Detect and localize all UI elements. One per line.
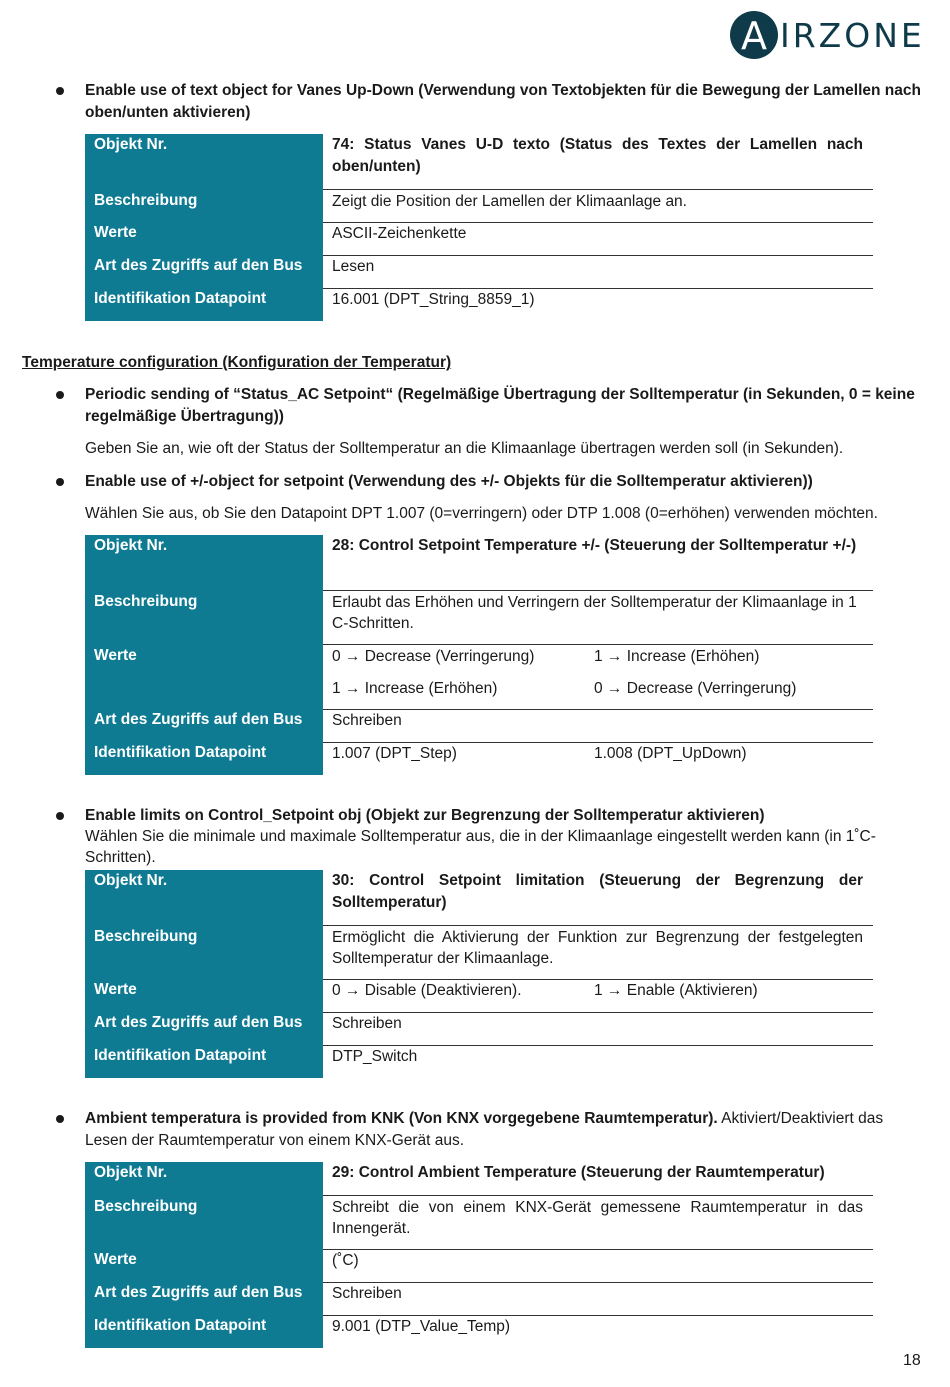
table-row <box>85 1195 873 1249</box>
zugriff-value: Lesen <box>323 255 873 288</box>
section4-text: Wählen Sie die minimale und maximale Solltemperatur aus, die in der Klimaanlage eingestellt werden kann (in 1˚C-Schritten). <box>85 828 876 866</box>
beschreibung-value: Zeigt die Position der Lamellen der Klimaanlage an. <box>323 189 873 222</box>
table-row <box>85 1249 873 1282</box>
zugriff-label: Art des Zugriffs auf den Bus <box>85 1282 323 1315</box>
logo-wordmark: IRZONE <box>780 16 925 55</box>
beschreibung-label: Beschreibung <box>85 925 323 979</box>
section5-bullet <box>85 1108 925 1151</box>
table-row <box>85 222 873 255</box>
section2-bullet: Periodic sending of “Status_AC Setpoint“ (Regelmäßige Übertragung der Solltemperatur (in Sekunden, 0 = keine regelmäßige Übertragung)) <box>85 386 915 425</box>
zugriff-value: Schreiben <box>323 1282 873 1315</box>
temperature-config-heading: Temperature configuration (Konfiguration der Temperatur) <box>22 354 452 371</box>
section5-table <box>85 1162 873 1348</box>
beschreibung-value: Schreibt die von einem KNX-Gerät gemessene Raumtemperatur in das Innengerät. <box>323 1195 873 1249</box>
werte-option: 0 → Disable (Deaktivieren). <box>332 981 522 999</box>
werte-label: Werte <box>85 222 323 255</box>
section3-table <box>85 535 873 775</box>
objekt-value: 28: Control Setpoint Temperature +/- (Steuerung der Solltemperatur +/-) <box>323 535 873 590</box>
table-row <box>85 1282 873 1315</box>
beschreibung-value: Ermöglicht die Aktivierung der Funktion zur Begrenzung der festgelegten Solltemperatur der Klimaanlage. <box>323 925 873 979</box>
datapoint-value <box>323 742 873 775</box>
objekt-value: 74: Status Vanes U-D texto (Status des Textes der Lamellen nach oben/unten) <box>323 134 873 189</box>
datapoint-value: DTP_Switch <box>332 1047 418 1065</box>
werte-option: 0 → Decrease (Verringerung) <box>332 647 535 665</box>
table-row <box>85 644 873 709</box>
werte-label: Werte <box>85 644 323 709</box>
werte-option: 1 → Increase (Erhöhen) <box>332 679 498 697</box>
table-row <box>85 1045 873 1078</box>
table-row <box>85 979 873 1012</box>
table-row <box>85 134 873 189</box>
datapoint-label: Identifikation Datapoint <box>85 288 323 321</box>
datapoint-label: Identifikation Datapoint <box>85 742 323 775</box>
bullet-icon <box>56 391 64 399</box>
bullet-icon <box>56 812 64 820</box>
datapoint-option: 1.008 (DPT_UpDown) <box>594 744 747 762</box>
table-row <box>85 189 873 222</box>
bullet-icon <box>56 1115 64 1123</box>
datapoint-value: 16.001 (DPT_String_8859_1) <box>332 290 535 308</box>
section5-bullet-bold: Ambient temperatura is provided from KNK (Von KNX vorgegebene Raumtemperatur). <box>85 1110 718 1127</box>
table-row <box>85 742 873 775</box>
zugriff-value: Schreiben <box>323 1012 873 1045</box>
section1-table <box>85 134 873 321</box>
datapoint-option: 1.007 (DPT_Step) <box>332 744 457 762</box>
objekt-label: Objekt Nr. <box>85 1162 323 1195</box>
logo-initial: A <box>741 14 767 58</box>
section4-bullet: Enable limits on Control_Setpoint obj (Objekt zur Begrenzung der Solltemperatur aktivieren) <box>85 807 765 824</box>
table-row <box>85 1012 873 1045</box>
werte-option: 1 → Increase (Erhöhen) <box>594 647 760 665</box>
beschreibung-label: Beschreibung <box>85 590 323 644</box>
objekt-value: 30: Control Setpoint limitation (Steuerung der Begrenzung der Solltemperatur) <box>323 870 873 925</box>
werte-value <box>323 979 873 1012</box>
beschreibung-label: Beschreibung <box>85 1195 323 1249</box>
section3-bullet: Enable use of +/-object for setpoint (Verwendung des +/- Objekts für die Solltemperatur aktivieren)) <box>85 473 813 490</box>
objekt-label: Objekt Nr. <box>85 870 323 925</box>
werte-option: 1 → Enable (Aktivieren) <box>594 981 758 999</box>
bullet-icon <box>56 87 64 95</box>
table-row <box>85 288 873 321</box>
airzone-logo <box>730 10 925 60</box>
beschreibung-label: Beschreibung <box>85 189 323 222</box>
section5-bullet-rest: Aktiviert/Deaktiviert das Lesen der Raumtemperatur von einem KNX-Gerät aus. <box>85 1110 884 1149</box>
objekt-label: Objekt Nr. <box>85 535 323 590</box>
datapoint-label: Identifikation Datapoint <box>85 1315 323 1348</box>
datapoint-label: Identifikation Datapoint <box>85 1045 323 1078</box>
zugriff-value: Schreiben <box>323 709 873 742</box>
werte-label: Werte <box>85 979 323 1012</box>
zugriff-label: Art des Zugriffs auf den Bus <box>85 1012 323 1045</box>
table-row <box>85 709 873 742</box>
section3-text: Wählen Sie aus, ob Sie den Datapoint DPT 1.007 (0=verringern) oder DTP 1.008 (0=erhöhen) verwenden möchten. <box>85 505 878 522</box>
table-row <box>85 1315 873 1348</box>
table-row <box>85 1162 873 1195</box>
werte-value: (˚C) <box>323 1249 873 1282</box>
werte-value: ASCII-Zeichenkette <box>323 222 873 255</box>
zugriff-label: Art des Zugriffs auf den Bus <box>85 709 323 742</box>
section1-bullet: Enable use of text object for Vanes Up-Down (Verwendung von Textobjekten für die Bewegung der Lamellen nach oben/unten aktivieren) <box>85 82 921 121</box>
section4-table <box>85 870 873 1078</box>
beschreibung-value: Erlaubt das Erhöhen und Verringern der Solltemperatur der Klimaanlage in 1 C-Schritten. <box>323 590 873 644</box>
section2-text: Geben Sie an, wie oft der Status der Solltemperatur an die Klimaanlage übertragen werden soll (in Sekunden). <box>85 440 844 457</box>
table-row <box>85 590 873 644</box>
objekt-label: Objekt Nr. <box>85 134 323 189</box>
werte-label: Werte <box>85 1249 323 1282</box>
bullet-icon <box>56 478 64 486</box>
datapoint-value: 9.001 (DTP_Value_Temp) <box>332 1317 511 1335</box>
table-row <box>85 535 873 590</box>
table-row <box>85 870 873 925</box>
werte-option: 0 → Decrease (Verringerung) <box>594 679 797 697</box>
table-row <box>85 255 873 288</box>
objekt-value: 29: Control Ambient Temperature (Steuerung der Raumtemperatur) <box>323 1162 873 1195</box>
page-number: 18 <box>903 1352 921 1369</box>
zugriff-label: Art des Zugriffs auf den Bus <box>85 255 323 288</box>
table-row <box>85 925 873 979</box>
werte-value <box>323 644 873 709</box>
